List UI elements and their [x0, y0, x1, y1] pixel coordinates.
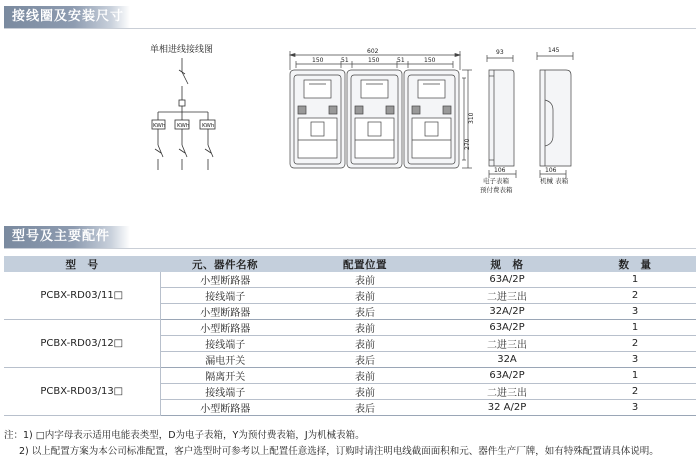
cell-position: 表前: [290, 272, 440, 288]
kwh-label-2: KWh: [177, 123, 190, 129]
cell-qty: 1: [574, 320, 696, 336]
cell-spec: 63A/2P: [440, 320, 574, 336]
section-divider: [4, 248, 696, 249]
cell-component: 接线端子: [160, 384, 290, 400]
cell-component: 接线端子: [160, 336, 290, 352]
cell-component: 漏电开关: [160, 352, 290, 368]
side-m-caption: 机械 表箱: [540, 177, 569, 185]
cell-spec: 二进三出: [440, 288, 574, 304]
spec-table: [4, 256, 696, 416]
header-spec: 规 格: [440, 256, 574, 272]
cell-qty: 3: [574, 352, 696, 368]
cell-component: 隔离开关: [160, 368, 290, 384]
cell-qty: 3: [574, 400, 696, 416]
cell-position: 表前: [290, 368, 440, 384]
table-row: [4, 368, 696, 384]
dim-seg-4: 51: [397, 57, 405, 64]
model-cell: PCBX-RD03/13□: [4, 368, 160, 416]
header-qty: 数 量: [574, 256, 696, 272]
header-component: 元、器件名称: [160, 256, 290, 272]
section-divider: [4, 28, 696, 29]
dim-side-e-top: 93: [496, 49, 504, 56]
front-view: [290, 51, 472, 168]
cell-spec: 二进三出: [440, 384, 574, 400]
cell-spec: 32A: [440, 352, 574, 368]
dim-total-width: 602: [367, 48, 379, 55]
cell-qty: 2: [574, 336, 696, 352]
enclosure-1: [290, 70, 345, 168]
dim-side-m-bottom: 106: [545, 167, 557, 174]
cell-position: 表前: [290, 336, 440, 352]
section-title-model: [4, 226, 130, 248]
note-2: 2) 以上配置方案为本公司标准配置，客户选型时可参考以上配置任意选择，订购时请注明电线截面面积和元、器件生产厂牌，如有特殊配置请具体说明。: [19, 446, 659, 457]
cell-spec: 32A/2P: [440, 304, 574, 320]
model-cell: PCBX-RD03/11□: [4, 272, 160, 320]
cell-component: 小型断路器: [160, 320, 290, 336]
section-title-text: 接线圈及安装尺寸: [12, 9, 125, 24]
enclosure-2: [347, 70, 402, 168]
cell-qty: 1: [574, 272, 696, 288]
dim-seg-3: 150: [368, 57, 380, 64]
dim-seg-2: 51: [341, 57, 349, 64]
side-e-caption-1: 电子表箱: [483, 177, 509, 185]
dim-height-inner: 270: [464, 138, 471, 150]
kwh-label-3: KWh: [202, 123, 215, 129]
dim-seg-5: 150: [424, 57, 436, 64]
cell-component: 小型断路器: [160, 304, 290, 320]
cell-spec: 63A/2P: [440, 368, 574, 384]
notes: [4, 428, 659, 460]
cell-position: 表前: [290, 288, 440, 304]
cell-qty: 1: [574, 368, 696, 384]
side-view-mechanical: [537, 52, 573, 178]
side-view-electronic: [487, 55, 516, 178]
cell-position: 表前: [290, 320, 440, 336]
cell-spec: 二进三出: [440, 336, 574, 352]
table-row: [4, 320, 696, 336]
cell-position: 表后: [290, 400, 440, 416]
dim-side-m-top: 145: [548, 47, 560, 54]
section-title-text: 型号及主要配件: [12, 229, 111, 244]
enclosure-3: [404, 70, 459, 168]
cell-component: 接线端子: [160, 288, 290, 304]
note-1: 注：1) □内字母表示适用电能表类型，D为电子表箱，Y为预付费表箱，J为机械表箱。: [4, 430, 365, 441]
dim-seg-1: 150: [312, 57, 324, 64]
cell-spec: 63A/2P: [440, 272, 574, 288]
cell-position: 表后: [290, 304, 440, 320]
cell-qty: 3: [574, 304, 696, 320]
model-cell: PCBX-RD03/12□: [4, 320, 160, 368]
side-e-caption-2: 预付费表箱: [480, 186, 513, 194]
header-model: 型 号: [4, 256, 160, 272]
cell-qty: 2: [574, 384, 696, 400]
cell-component: 小型断路器: [160, 400, 290, 416]
dim-side-e-bottom: 106: [494, 167, 506, 174]
wiring-title: 单相进线接线图: [150, 45, 214, 55]
dim-height-outer: 310: [468, 112, 475, 124]
kwh-label-1: KWh: [153, 123, 166, 129]
cell-qty: 2: [574, 288, 696, 304]
cell-spec: 32 A/2P: [440, 400, 574, 416]
cell-component: 小型断路器: [160, 272, 290, 288]
table-row: [4, 272, 696, 288]
installation-diagram: [0, 36, 700, 210]
section-title-installation: [4, 6, 130, 28]
cell-position: 表前: [290, 384, 440, 400]
cell-position: 表后: [290, 352, 440, 368]
table-header-row: [4, 256, 696, 272]
wiring-diagram: [150, 43, 215, 170]
header-position: 配置位置: [290, 256, 440, 272]
